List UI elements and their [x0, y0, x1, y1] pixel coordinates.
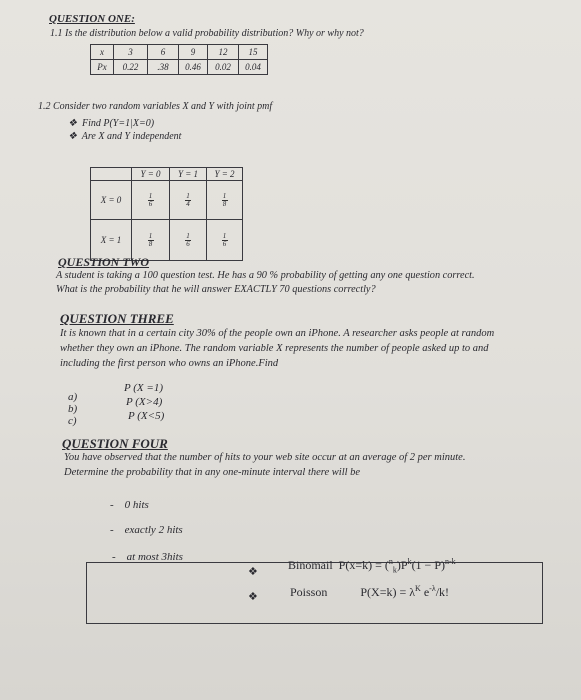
joint-cell: $\frac{1}{8}$	[207, 181, 243, 220]
x-header: x	[91, 45, 114, 60]
x-value: 15	[239, 45, 268, 60]
x-row-label: X = 0	[91, 181, 132, 220]
p-value: 0.46	[179, 60, 208, 75]
px-header: Px	[91, 60, 114, 75]
diamond-bullet-icon: ❖	[248, 566, 258, 578]
p-value: 0.04	[239, 60, 268, 75]
question-one-heading: QUESTION ONE:	[49, 13, 135, 25]
question-1-1-text: 1.1 Is the distribution below a valid probability distribution? Why or why not?	[50, 28, 364, 39]
question-three-line: including the first person who owns an iPhone.Find	[60, 358, 279, 369]
joint-header-row	[91, 168, 243, 181]
x-value: 3	[114, 45, 148, 60]
joint-pmf-table	[90, 167, 243, 261]
diamond-bullet-icon: ❖	[68, 118, 77, 129]
x-value: 9	[179, 45, 208, 60]
bullet-item: ❖ Find P(Y=1|X=0)	[68, 118, 155, 129]
corner-cell	[91, 168, 132, 181]
binomial-formula: Binomail $P(x=k) = (^n_k)P^k(1 - P)^{n-k}$	[288, 557, 456, 575]
part-expression: P (X =1)	[124, 382, 163, 394]
question-three-heading: QUESTION THREE	[60, 311, 174, 326]
question-two-heading: QUESTION TWO	[58, 255, 150, 269]
part-expression: P (X>4)	[126, 396, 163, 408]
joint-row-x0	[91, 181, 243, 220]
y-header: Y = 2	[207, 168, 243, 181]
part-expression: P (X<5)	[128, 410, 165, 422]
joint-cell: $\frac{1}{6}$	[132, 181, 170, 220]
p-value: 0.02	[208, 60, 239, 75]
diamond-bullet-icon: ❖	[248, 591, 258, 603]
p-value: 0.22	[114, 60, 148, 75]
x-value: 12	[208, 45, 239, 60]
diamond-bullet-icon: ❖	[68, 131, 77, 142]
part-label: b)	[68, 403, 78, 415]
p-value: .38	[148, 60, 179, 75]
question-1-2-text: 1.2 Consider two random variables X and Y with joint pmf	[38, 101, 273, 112]
question-four-heading: QUESTION FOUR	[62, 436, 168, 451]
poisson-formula: Poisson $P(X=k) = \lambda^K$ $e^{-\lambda}/k$!	[290, 584, 450, 599]
bullet-item: ❖ Are X and Y independent	[68, 131, 182, 142]
joint-cell: $\frac{1}{6}$	[170, 220, 207, 261]
hits-item: - 0 hits	[110, 499, 149, 511]
question-four-line: You have observed that the number of hits to your web site occur at an average of 2 per minute.	[64, 452, 466, 463]
hits-item: - exactly 2 hits	[110, 524, 183, 536]
part-label: a)	[68, 391, 78, 403]
question-four-line: Determine the probability that in any one-minute interval there will be	[64, 467, 361, 478]
question-three-line: whether they own an iPhone. The random variable X represents the number of people asked up to and	[60, 343, 489, 354]
part-label: c)	[68, 415, 77, 427]
distribution-x-row	[91, 45, 268, 60]
question-two-line: What is the probability that he will answer EXACTLY 70 questions correctly?	[56, 284, 376, 295]
joint-cell: $\frac{1}{4}$	[170, 181, 207, 220]
joint-cell: $\frac{1}{6}$	[207, 220, 243, 261]
y-header: Y = 1	[170, 168, 207, 181]
distribution-table	[90, 44, 268, 75]
hits-item: - at most 3hits	[112, 551, 183, 563]
distribution-p-row	[91, 60, 268, 75]
joint-cell: $\frac{1}{8}$	[132, 220, 170, 261]
x-row-label: X = 1	[91, 220, 132, 261]
question-two-line: A student is taking a 100 question test. He has a 90 % probability of getting any one question correct.	[56, 270, 475, 281]
y-header: Y = 0	[132, 168, 170, 181]
question-three-line: It is known that in a certain city 30% of the people own an iPhone. A researcher asks people at random	[60, 328, 495, 339]
x-value: 6	[148, 45, 179, 60]
